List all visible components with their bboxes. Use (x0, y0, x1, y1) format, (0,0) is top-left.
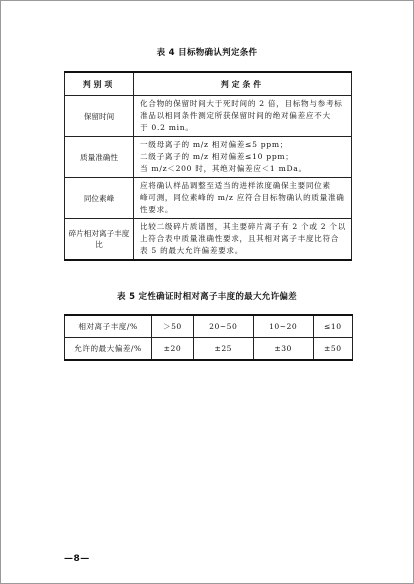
condition-text-line: 性要求。 (140, 205, 174, 214)
ion-abundance-deviation-table (64, 314, 353, 361)
condition-text-line: 上符合表中质量准确性要求，且其相对离子丰度比符合 (140, 234, 340, 243)
table-cell: 10~20 (253, 315, 313, 338)
judgment-item-cell: 同位素峰 (65, 178, 134, 219)
row-label-max-deviation: 允许的最大偏差/% (65, 338, 152, 361)
row-label-relative-abundance: 相对离子丰度/% (65, 315, 152, 338)
judgment-item-cell: 碎片相对离子丰度比 (65, 219, 134, 261)
judgment-condition-cell (134, 178, 352, 219)
table-cell: ≤10 (313, 315, 352, 338)
table-row (65, 338, 353, 361)
condition-text-line: 一级母离子的 m/z 相对偏差≤5 ppm； (140, 140, 289, 149)
page-number: —8— (64, 554, 90, 564)
header-judgment-condition: 判定条件 (134, 72, 352, 96)
table-row (65, 96, 352, 137)
table-row (65, 137, 352, 178)
condition-text-line: 准品以相同条件测定所获保留时间的绝对偏差应不大 (140, 111, 331, 120)
judgment-condition-cell (134, 219, 352, 261)
table-cell: 20~50 (193, 315, 253, 338)
table4-caption: 表 4 目标物确认判定条件 (156, 48, 258, 58)
condition-text-line: 表 5 的最大允许偏差要求。 (140, 246, 244, 255)
table-cell: ±30 (253, 338, 313, 361)
judgment-item-cell: 质量准确性 (65, 137, 134, 178)
condition-text-line: 于 0.2 min。 (140, 123, 194, 132)
table5-caption: 表 5 定性确证时相对离子丰度的最大允许偏差 (117, 292, 297, 302)
judgment-condition-cell (134, 137, 352, 178)
table-cell: ±50 (313, 338, 352, 361)
condition-text-line: 比较二级碎片质谱图，其主要碎片离子有 2 个或 2 个以 (140, 222, 346, 231)
table-cell: ＞50 (152, 315, 194, 338)
condition-text-line: 峰可测，同位素峰的 m/z 应符合目标物确认的质量准确 (140, 193, 345, 202)
condition-text-line: 二级子离子的 m/z 相对偏差≤10 ppm； (140, 152, 294, 161)
header-judgment-item: 判别项 (65, 72, 134, 96)
condition-text-line: 化合物的保留时间大于死时间的 2 倍，目标物与参考标 (140, 99, 343, 108)
judgment-condition-cell (134, 96, 352, 137)
table-row (65, 178, 352, 219)
table-row (65, 315, 353, 338)
table-cell: ±25 (193, 338, 253, 361)
condition-text-line: 应将确认样品调整至适当的进样浓度确保主要同位素 (140, 181, 331, 190)
table-header-row (65, 72, 352, 96)
condition-text-line: 当 m/z＜200 时，其绝对偏差应＜1 mDa。 (140, 164, 307, 173)
table-row (65, 219, 352, 261)
table-cell: ±20 (152, 338, 194, 361)
judgment-item-cell: 保留时间 (65, 96, 134, 137)
target-confirmation-table (64, 71, 352, 261)
